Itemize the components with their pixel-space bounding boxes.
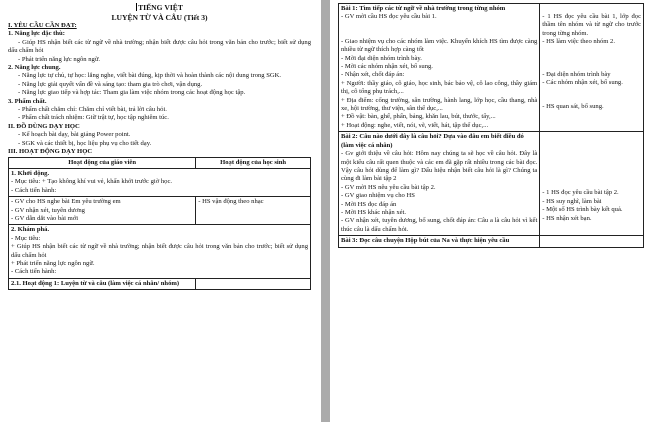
cell-line: - Cách tiến hành: <box>11 268 57 276</box>
cell-line: - Giao nhiệm vụ cho các nhóm làm việc. Khuyến khích HS tìm được càng nhiều từ ngữ thích hợp càng tốt <box>341 37 538 54</box>
cell-line: - 1 HS đọc yêu cầu bài 1, lớp đọc thầm tên nhóm và từ ngữ cho trước trong từng nhóm. <box>542 13 641 37</box>
table-header-row <box>9 157 311 168</box>
table-row <box>339 236 644 247</box>
cell-line: - Cách tiến hành: <box>11 186 57 194</box>
table-row <box>9 225 311 278</box>
table-cell <box>339 4 540 132</box>
paragraph: - Năng lực giao tiếp và hợp tác: Tham gia làm việc nhóm trong các hoạt động học tập. <box>18 89 246 97</box>
cell-line: - Nhận xét, chốt đáp án: <box>341 71 405 79</box>
document-page-right <box>330 0 650 422</box>
cell-line: + Phát triển năng lực ngôn ngữ. <box>11 259 95 267</box>
cell-line: + Giúp HS nhận biết các từ ngữ về nhà trường; nhận biết được câu hỏi trong văn bản cho trước; biết sử dụng dấu chấm hỏi <box>11 243 308 259</box>
text-cursor <box>136 3 137 11</box>
paragraph: - Kế hoạch bài dạy, bài giảng Power point. <box>18 131 131 139</box>
table-row <box>339 4 644 132</box>
cell-line: + Hoạt động: nghe, viết, nói, vẽ, viết, hát, tập thể dục,... <box>341 121 489 129</box>
cell-line: - Mời HS đọc đáp án <box>341 200 397 208</box>
cell-line: - HS nhận xét bạn. <box>542 214 592 222</box>
cell-line: - GV giao nhiệm vụ cho HS <box>341 192 415 200</box>
column-header-teacher: Hoạt động của giáo viên <box>9 157 196 168</box>
cell-line: + Đồ vật: bàn, ghế, phấn, bảng, khăn lau, bút, thước, tẩy,... <box>341 113 496 121</box>
paragraph: - Phẩm chất chăm chỉ: Chăm chỉ viết bài, trả lời câu hỏi. <box>18 106 167 114</box>
cell-line: + Địa điểm: cổng trường, sân trường, hành lang, lớp học, cầu thang, nhà xe, hội trường, thư viện, sân thể dục,... <box>341 96 538 113</box>
subsection-heading: 2. Năng lực chung. <box>8 64 61 72</box>
cell-line: - Mục tiêu: + Tạo không khí vui vẻ, khấn khởi trước giờ học. <box>11 178 173 186</box>
section-heading: II. ĐỒ DÙNG DẠY HỌC <box>8 122 80 130</box>
activity-heading: 1. Khởi động. <box>11 169 50 177</box>
cell-line: - Một số HS trình bày kết quả. <box>542 206 623 214</box>
document-page-left <box>0 0 321 422</box>
paragraph: - SGK và các thiết bị, học liệu phụ vụ cho tiết dạy. <box>18 139 152 147</box>
cell-line: - Mục tiêu: <box>11 234 41 242</box>
subsection-heading: 3. Phẩm chất. <box>8 97 47 105</box>
table-row <box>9 197 311 225</box>
activity-table-continued <box>338 3 644 248</box>
cell-line: - 1 HS đọc yêu cầu bài tập 2. <box>542 189 619 197</box>
cell-line: - Mời các nhóm nhận xét, bổ sung. <box>341 63 433 71</box>
cell-line: - GV mời cầu HS đọc yêu cầu bài 1. <box>341 13 437 21</box>
subject-title: TIẾNG VIỆT <box>138 3 183 12</box>
cell-line: - Mời HS khác nhận xét. <box>341 208 407 216</box>
subsection-heading: 1. Năng lực đặc thù: <box>8 30 65 38</box>
cell-line: - HS vận động theo nhạc <box>198 198 264 206</box>
table-row <box>9 278 311 289</box>
paragraph: - Năng lực giải quyết vấn đề và sáng tạo: tham gia trò chơi, vận dụng. <box>18 80 203 88</box>
activity-table <box>8 157 311 291</box>
cell-line: - Các nhóm nhận xét, bổ sung. <box>542 79 623 87</box>
exercise-heading: Bài 1: Tìm tiếp các từ ngữ về nhà trường trong từng nhóm <box>341 5 506 12</box>
cell-line: - Mời đại diện nhóm trình bày. <box>341 54 422 62</box>
activity-heading: 2. Khám phá. <box>11 226 50 234</box>
activity-heading: 2.1. Hoạt động 1: Luyện từ và câu (làm việc cá nhân/ nhóm) <box>11 279 180 287</box>
table-cell <box>196 278 311 289</box>
paragraph: - Giúp HS nhận biết các từ ngữ về nhà trường; nhận biết được câu hỏi trong văn bản cho trước; biết sử dụng dấu chấm hỏi <box>8 38 311 55</box>
cell-line: - GV cho HS nghe bài Em yêu trường em <box>11 198 121 206</box>
cell-line: - Đại diện nhóm trình bày <box>542 70 611 78</box>
cell-line: - GV dẫn dắt vào bài mới <box>11 214 79 222</box>
paragraph: - Phẩm chất trách nhiệm: Giữ trật tự, học tập nghiêm túc. <box>18 114 169 122</box>
cell-line: - GV mời HS nêu yêu cầu bài tập 2. <box>341 183 436 191</box>
cell-line: - Gv giới thiệu về câu hỏi: Hôm nay chúng ta sẽ học về câu hỏi. Đây là một kiểu câu rất quen thuộc và các em đã gặp rất nhiều trong các bài đọc. Vậy câu hỏi dùng để làm gì? Dấu hiệu nhận biết câu hỏi là gì? Chúng ta cùng đi làm bài tập 2 <box>341 150 538 183</box>
table-cell <box>196 197 311 225</box>
table-row <box>339 132 644 236</box>
cell-line: - GV nhận xét, tuyên dương, bổ sung, chốt đáp án: Câu a là câu hỏi vì kết thúc câu là dấu chấm hỏi. <box>341 217 538 233</box>
cell-line: + Người: thầy giáo, cô giáo, học sinh, bác bảo vệ, cô lao công, thầy giám thị, cô tổng phụ trách,... <box>341 79 538 96</box>
section-heading: I. YÊU CẦU CẦN ĐẠT: <box>8 22 77 29</box>
exercise-heading: Bài 3: Đọc câu chuyện Hộp bút của Na và thực hiện yêu cầu <box>341 237 510 245</box>
table-cell <box>540 132 644 236</box>
table-row <box>9 168 311 196</box>
table-cell <box>339 236 540 247</box>
exercise-heading: Bài 2: Câu nào dưới đây là câu hỏi? Dựa vào đâu em biết điều đó (làm việc cá nhân) <box>341 133 524 149</box>
section-heading: III. HOẠT ĐỘNG DẠY HỌC <box>8 148 93 156</box>
lesson-title: LUYỆN TỪ VÀ CÂU (Tiết 3) <box>111 12 208 22</box>
cell-line: - GV nhận xét, tuyên dương <box>11 206 85 214</box>
cell-line: - HS quan sát, bổ sung. <box>542 103 604 111</box>
table-cell <box>540 4 644 132</box>
paragraph: - Năng lực tự chủ, tự học: lắng nghe, viết bài đúng, kịp thời và hoàn thành các nội dung trong SGK. <box>18 72 282 80</box>
paragraph: - Phát triển năng lực ngôn ngữ. <box>18 55 101 63</box>
table-cell <box>9 278 196 289</box>
table-cell <box>9 168 311 196</box>
table-cell <box>339 132 540 236</box>
cell-line: - HS suy nghĩ, làm bài <box>542 197 602 205</box>
table-cell <box>9 225 311 278</box>
table-cell <box>9 197 196 225</box>
table-cell <box>540 236 644 247</box>
column-header-student: Hoạt động của học sinh <box>196 157 311 168</box>
cell-line: - HS làm việc theo nhóm 2. <box>542 38 615 46</box>
